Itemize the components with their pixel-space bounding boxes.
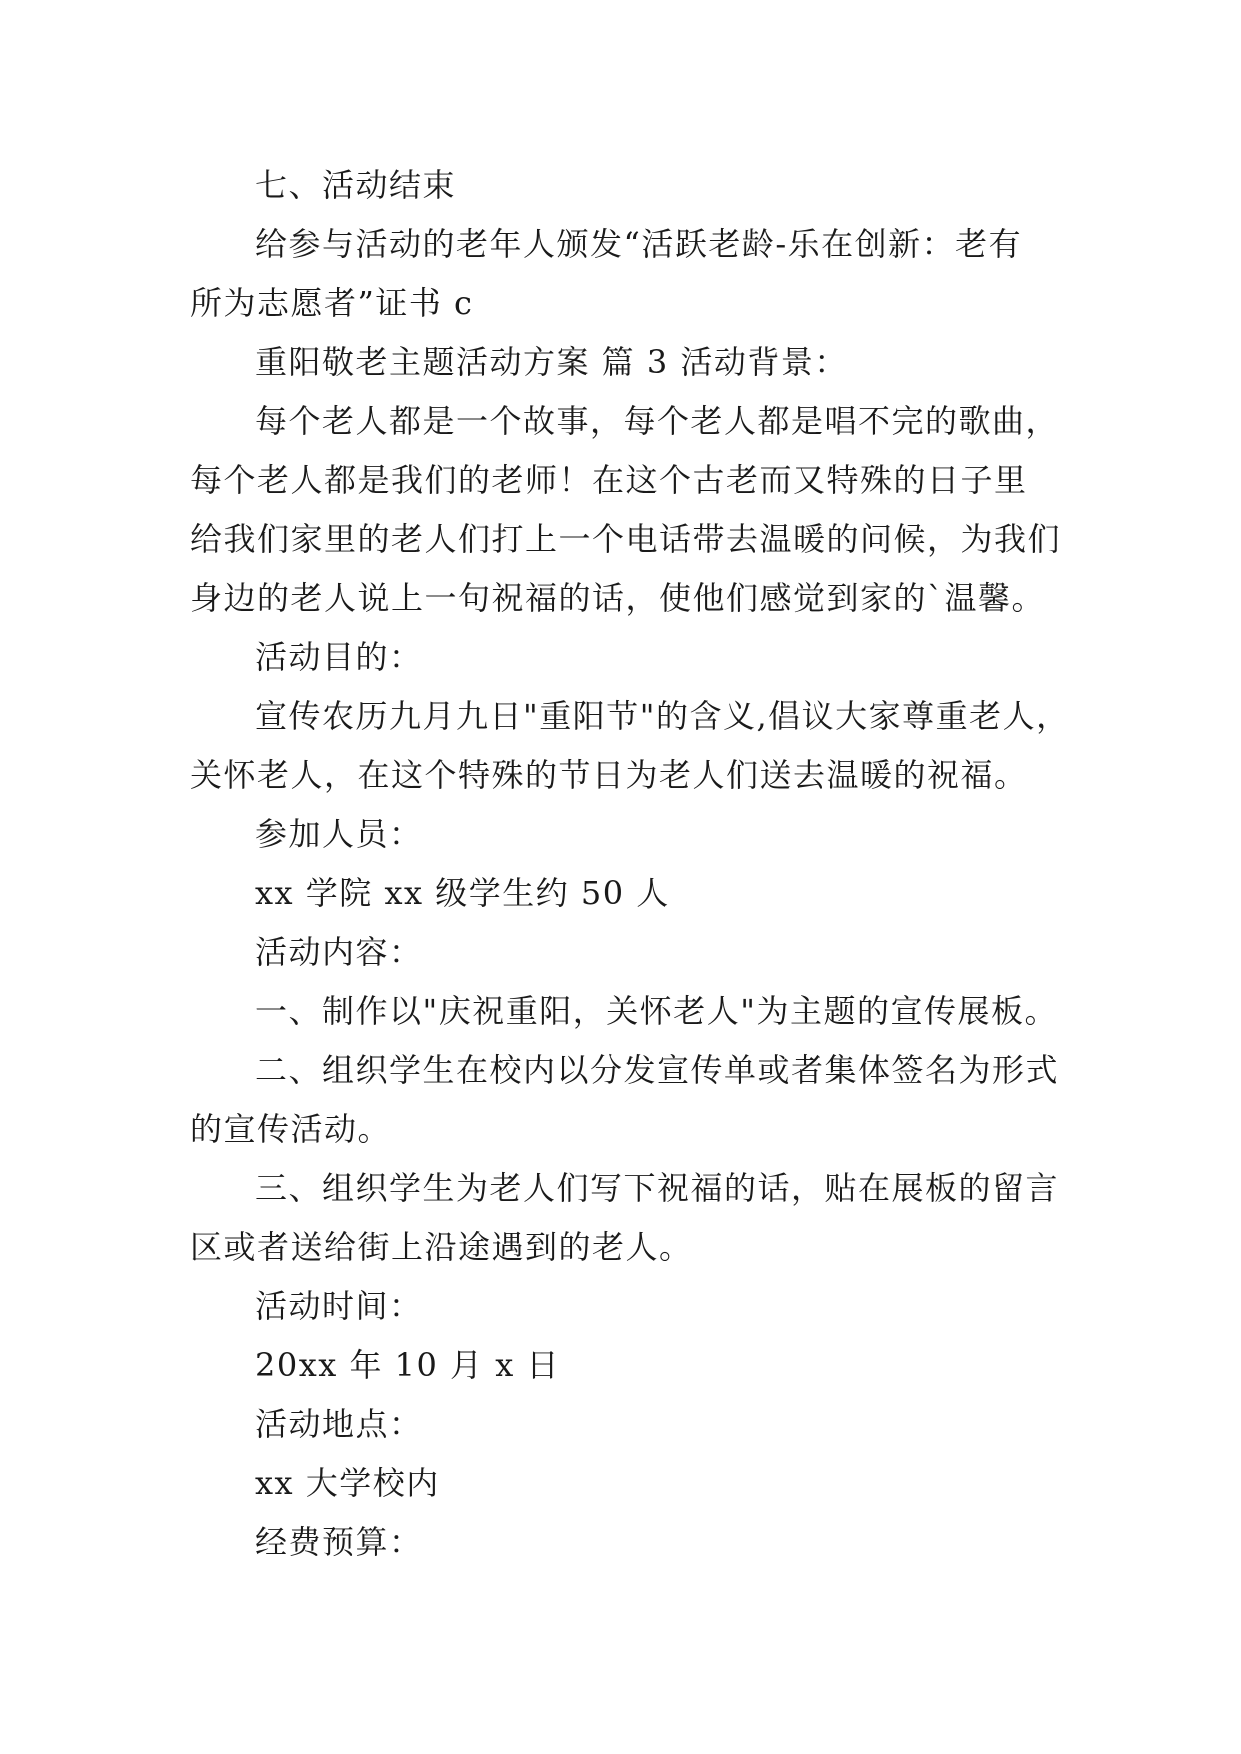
heading-activity-time: 活动时间： [255,1287,423,1325]
content-item-3: 三、组织学生为老人们写下祝福的话，贴在展板的留言 [255,1169,1060,1207]
paragraph-line: 所为志愿者”证书 c [190,284,474,322]
heading-budget: 经费预算： [255,1523,423,1561]
paragraph-line: 宣传农历九月九日"重阳节"的含义,倡议大家尊重老人， [255,697,1070,735]
section-heading-activity-end: 七、活动结束 [255,166,457,204]
paragraph-line: 区或者送给街上沿途遇到的老人。 [190,1228,693,1266]
paragraph-line: 关怀老人，在这个特殊的节日为老人们送去温暖的祝福。 [190,756,1028,794]
content-item-2: 二、组织学生在校内以分发宣传单或者集体签名为形式 [255,1051,1060,1089]
heading-activity-purpose: 活动目的： [255,638,423,676]
paragraph-line: 每个老人都是我们的老师！在这个古老而又特殊的日子里 [190,461,1028,499]
content-item-1: 一、制作以"庆祝重阳，关怀老人"为主题的宣传展板。 [255,992,1058,1030]
paragraph-line: 的宣传活动。 [190,1110,392,1148]
activity-location: xx 大学校内 [255,1464,440,1502]
paragraph-line: 身边的老人说上一句祝福的话，使他们感觉到家的`温馨。 [190,579,1046,617]
paragraph-line: 每个老人都是一个故事，每个老人都是唱不完的歌曲， [255,402,1060,440]
section-title-plan-3: 重阳敬老主题活动方案 篇 3 活动背景： [255,343,848,381]
paragraph-line: 给参与活动的老年人颁发“活跃老龄-乐在创新：老有 [255,225,1023,263]
participants-text: xx 学院 xx 级学生约 50 人 [255,874,670,912]
heading-activity-location: 活动地点： [255,1405,423,1443]
activity-date: 20xx 年 10 月 x 日 [255,1346,560,1384]
heading-activity-content: 活动内容： [255,933,423,971]
heading-participants: 参加人员： [255,815,423,853]
paragraph-line: 给我们家里的老人们打上一个电话带去温暖的问候，为我们 [190,520,1062,558]
